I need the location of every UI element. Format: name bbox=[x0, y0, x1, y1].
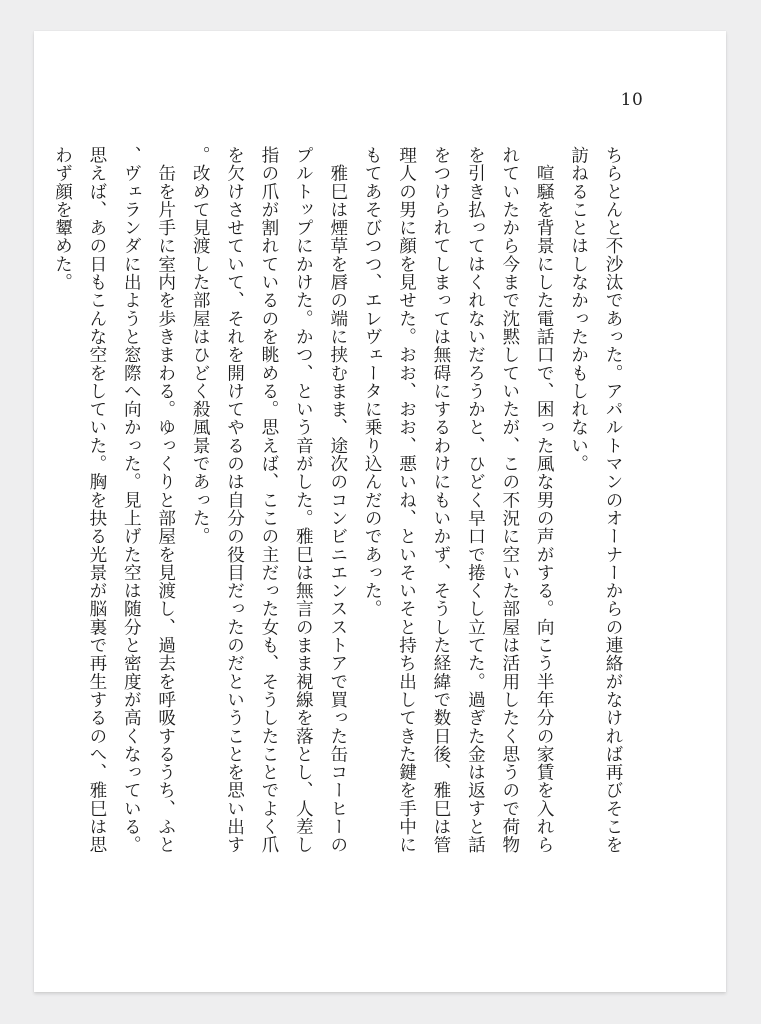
paragraph: 缶を片手に室内を歩きまわる。ゆっくりと部屋を見渡し、過去を呼吸するうち、ふと、ヴェランダに出ようと窓際へ向かった。見上げた空は随分と密度が高くなっている。思えば、あの日もこんな空をしていた。胸を抉る光景が脳裏で再生するのへ、雅巳は思わず顔を顰めた。 bbox=[52, 146, 176, 854]
vertical-body-text bbox=[52, 146, 630, 866]
paragraph: ちらとんと不沙汰であった。アパルトマンのオーナーからの連絡がなければ再びそこを訪ねることはしなかったかもしれない。 bbox=[568, 146, 623, 854]
paragraph: 雅巳は煙草を唇の端に挟むまま、途次のコンビニエンスストアで買った缶コーヒーのプルトップにかけた。かつ、という音がした。雅巳は無言のまま視線を落とし、人差し指の爪が割れているのを眺める。思えば、ここの主だった女も、そうしたことでよく爪を欠けさせていて、それを開けてやるのは自分の役目だったのだということを思い出す。改めて見渡した部屋はひどく殺風景であった。 bbox=[190, 146, 348, 854]
page-number: 10 bbox=[620, 90, 644, 110]
book-page bbox=[34, 31, 726, 992]
paragraph: 喧騒を背景にした電話口で、困った風な男の声がする。向こう半年分の家賃を入れられていたから今まで沈黙していたが、この不況に空いた部屋は活用したく思うので荷物を引き払ってはくれないだろうかと、ひどく早口で捲くし立てた。過ぎた金は返すと話をつけられてしまっては無碍にするわけにもいかず、そうした経緯で数日後、雅巳は管理人の男に顔を見せた。おお、おお、悪いね、といそいそと持ち出してきた鍵を手中にもてあそびつつ、エレヴェータに乗り込んだのであった。 bbox=[362, 146, 555, 854]
